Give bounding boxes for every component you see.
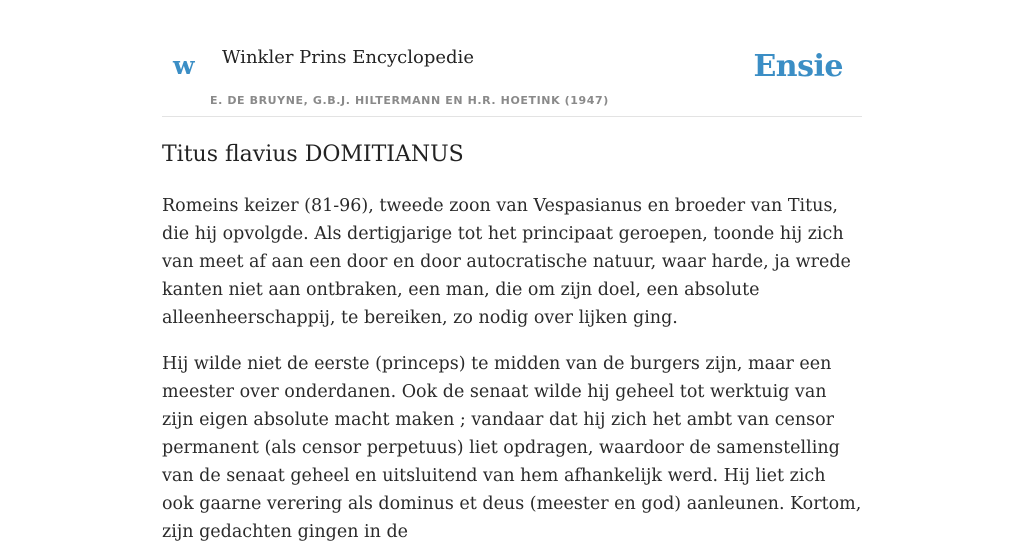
source-header <box>162 0 862 117</box>
ensie-logo[interactable]: Ensie <box>753 49 843 84</box>
article-paragraph: Hij wilde niet de eerste (princeps) te midden van de burgers zijn, maar een meester over onderdanen. Ook de senaat wilde hij geheel tot werktuig van zijn eigen absolute macht maken ; vandaar dat hij zich het ambt van censor permanent (als censor perpetuus) liet opdragen, waardoor de samenstelling van de senaat geheel en uitsluitend van hem afhankelijk werd. Hij liet zich ook gaarne verering als dominus et deus (meester en god) aanleunen. Kortom, zijn gedachten gingen in de <box>162 354 862 542</box>
article-paragraph: Romeins keizer (81-96), tweede zoon van Vespasianus en broeder van Titus, die hij opvolgde. Als dertigjarige tot het principaat geroepen, toonde hij zich van meet af aan een door en door autocratische natuur, waar harde, ja wrede kanten niet aan ontbraken, een man, die om zijn doel, een absolute alleenheerschappij, te bereiken, zo nodig over lijken ging. <box>162 196 851 328</box>
source-authors: E. DE BRUYNE, G.B.J. HILTERMANN EN H.R. HOETINK (1947) <box>210 94 609 107</box>
source-title-link[interactable]: Winkler Prins Encyclopedie <box>222 47 474 68</box>
article-body <box>162 140 862 546</box>
source-logo[interactable]: w <box>173 51 195 80</box>
article-title: Titus flavius DOMITIANUS <box>162 142 464 167</box>
